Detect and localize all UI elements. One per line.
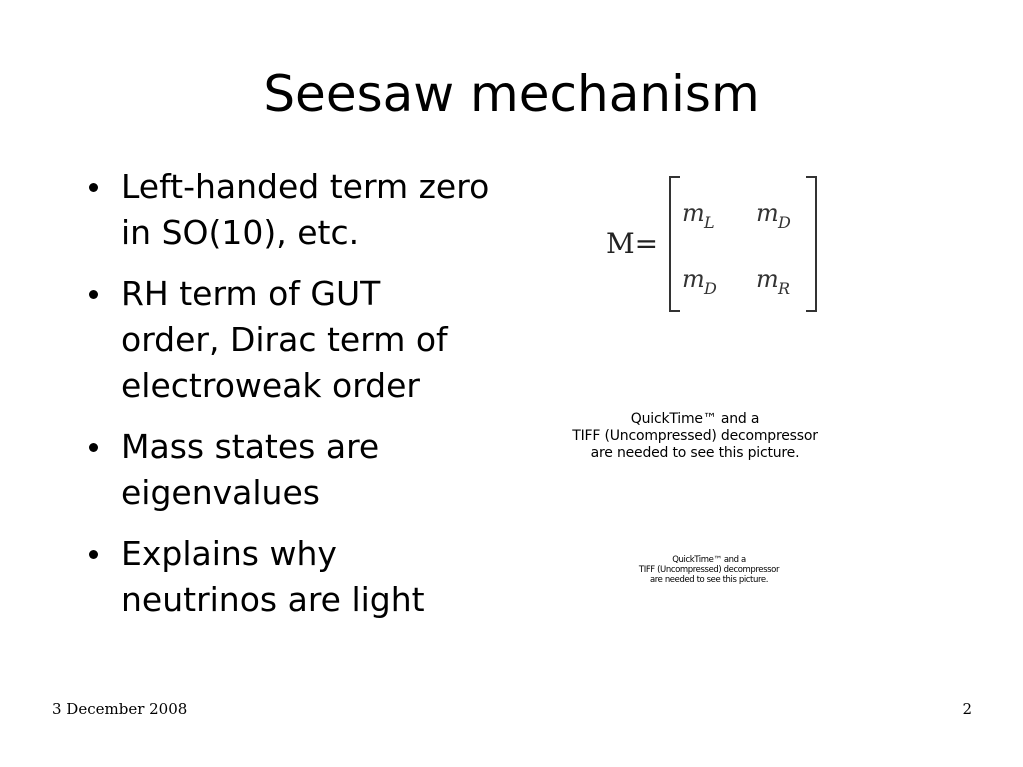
matrix-cell-base: m	[756, 265, 779, 293]
quicktime-placeholder-large	[550, 411, 840, 462]
footer-date: 3 December 2008	[52, 700, 188, 718]
bullet-item	[86, 271, 536, 409]
matrix-cell-subscript: R	[778, 279, 791, 298]
matrix-cell-base: m	[756, 199, 779, 227]
placeholder-line: QuickTime™ and a	[672, 555, 746, 565]
placeholder-line: QuickTime™ and a	[630, 411, 760, 427]
bullet-dot-icon	[89, 290, 98, 299]
bullet-line: RH term of GUT	[121, 274, 381, 313]
matrix-lhs: M=	[606, 227, 659, 260]
matrix-cell	[682, 199, 715, 232]
matrix-cell-base: m	[682, 199, 705, 227]
matrix-graphic	[606, 175, 826, 315]
matrix-cell	[756, 265, 790, 298]
slide-title: Seesaw mechanism	[263, 65, 760, 123]
matrix-cell	[756, 199, 791, 232]
bullet-line: Explains why	[121, 534, 337, 573]
bullet-line: electroweak order	[121, 366, 420, 405]
placeholder-line: TIFF (Uncompressed) decompressor	[572, 428, 818, 444]
matrix-cell-subscript: D	[778, 213, 791, 232]
matrix-cell-base: m	[682, 265, 705, 293]
bullet-line: order, Dirac term of	[121, 320, 448, 359]
bullet-item	[86, 531, 536, 623]
bullet-dot-icon	[89, 183, 98, 192]
left-bracket-icon	[670, 177, 680, 311]
placeholder-line: are needed to see this picture.	[590, 445, 800, 461]
bullet-line: neutrinos are light	[121, 580, 425, 619]
bullet-line: Left-handed term zero	[121, 167, 490, 206]
right-bracket-icon	[806, 177, 816, 311]
bullet-list	[86, 164, 536, 638]
matrix-cell	[682, 265, 717, 298]
bullet-item	[86, 424, 536, 516]
quicktime-placeholder-small	[636, 555, 782, 585]
page-number: 2	[962, 700, 972, 718]
bullet-dot-icon	[89, 550, 98, 559]
bullet-item	[86, 164, 536, 256]
placeholder-line: are needed to see this picture.	[649, 575, 769, 585]
mass-matrix-equation	[606, 175, 826, 315]
bullet-line: eigenvalues	[121, 473, 320, 512]
bullet-line: Mass states are	[121, 427, 380, 466]
matrix-cell-subscript: L	[704, 213, 715, 232]
placeholder-line: TIFF (Uncompressed) decompressor	[638, 565, 780, 575]
matrix-cell-subscript: D	[704, 279, 717, 298]
bullet-dot-icon	[89, 443, 98, 452]
bullet-line: in SO(10), etc.	[121, 213, 360, 252]
